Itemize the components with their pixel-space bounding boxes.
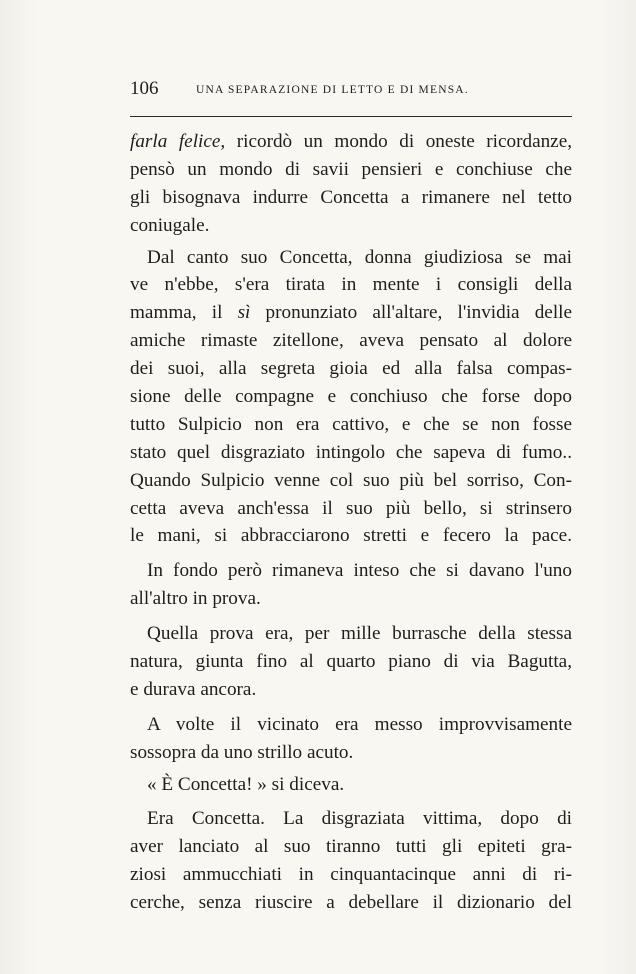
text-line: cetta aveva anch'essa il suo più bello, si strinsero bbox=[130, 497, 572, 519]
italic-word: sì bbox=[237, 302, 251, 324]
text-line: natura, giunta fino al quarto piano di via Bagutta, bbox=[130, 651, 572, 673]
text-line: mamma, il sì pronunziato all'altare, l'invidia delle bbox=[130, 302, 573, 324]
text-line: all'altro in prova. bbox=[130, 588, 261, 610]
text-line: farla felice, ricordò un mondo di oneste ricordanze, bbox=[130, 131, 573, 152]
body-text bbox=[130, 128, 572, 917]
text-line: Quando Sulpicio venne col suo più bel sorriso, Con- bbox=[130, 469, 572, 491]
page-number: 106 bbox=[130, 78, 159, 99]
text-line: amiche rimaste zitellone, aveva pensato al dolore bbox=[130, 330, 572, 352]
text-line: « È Concetta! » si diceva. bbox=[147, 773, 345, 795]
text-line: A volte il vicinato era messo improvvisamente bbox=[147, 713, 572, 735]
text-line: tutto Sulpicio non era cattivo, e che se non fosse bbox=[130, 413, 572, 435]
header-rule bbox=[130, 116, 572, 117]
text-line: cerche, senza riuscire a debellare il dizionario del bbox=[130, 892, 572, 914]
text-line: In fondo però rimaneva inteso che si davano l'uno bbox=[147, 560, 572, 582]
text-line: gli bisognava indurre Concetta a rimanere nel tetto bbox=[130, 186, 572, 208]
text-line: le mani, si abbracciarono stretti e fecero la pace. bbox=[130, 525, 572, 547]
text-line: stato quel disgraziato intingolo che sapeva di fumo.. bbox=[130, 441, 572, 463]
text-line: e durava ancora. bbox=[130, 678, 257, 700]
text-line: Quella prova era, per mille burrasche della stessa bbox=[147, 623, 572, 645]
text-line: sione delle compagne e conchiuso che forse dopo bbox=[130, 386, 572, 408]
text-line: coniugale. bbox=[130, 214, 210, 236]
text-line: aver lanciato al suo tiranno tutti gli epiteti gra- bbox=[130, 836, 572, 858]
text-line: Dal canto suo Concetta, donna giudiziosa se mai bbox=[147, 246, 572, 268]
text-line: pensò un mondo di savii pensieri e conchiuse che bbox=[130, 158, 572, 180]
running-title: UNA SEPARAZIONE DI LETTO E DI MENSA. bbox=[196, 84, 469, 96]
text-line: Era Concetta. La disgraziata vittima, dopo di bbox=[147, 808, 572, 830]
text-line: dei suoi, alla segreta gioia ed alla falsa compas- bbox=[130, 358, 572, 380]
text-line: ziosi ammucchiati in cinquantacinque anni di ri- bbox=[130, 864, 572, 886]
page-header bbox=[130, 78, 570, 102]
italic-phrase: farla felice, bbox=[130, 131, 226, 152]
text-line: sossopra da uno strillo acuto. bbox=[130, 741, 354, 763]
text-line: ve n'ebbe, s'era tirata in mente i consigli della bbox=[130, 274, 572, 296]
